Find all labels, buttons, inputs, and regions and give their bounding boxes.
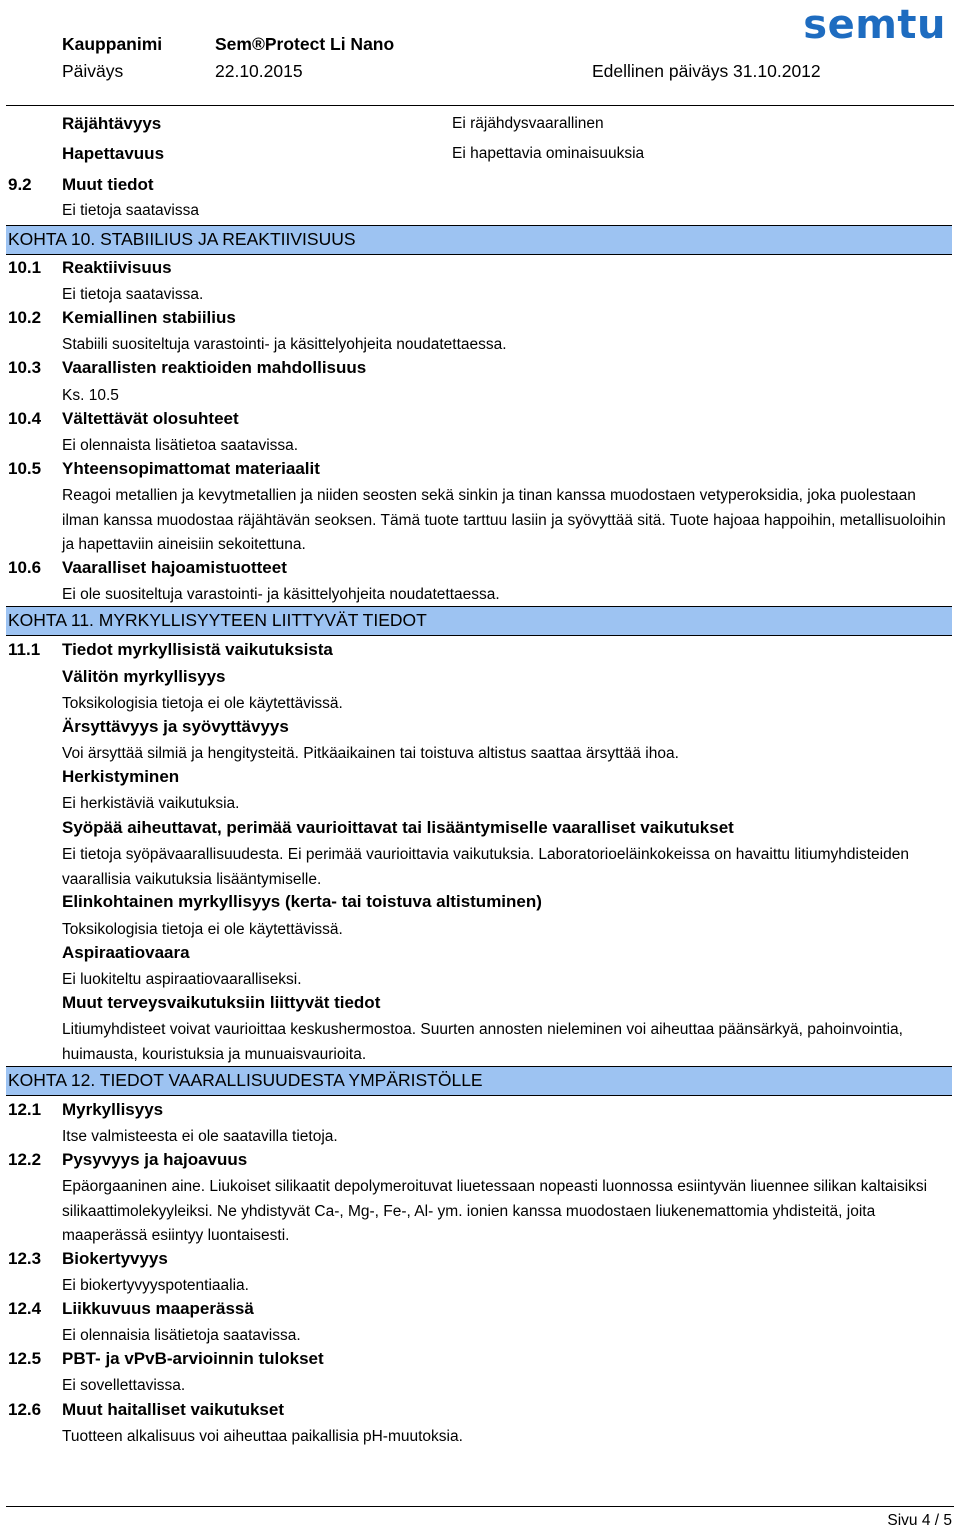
item-number: 11.1 — [8, 640, 41, 659]
item-title: Vältettävät olosuhteet — [62, 409, 239, 428]
header-divider — [6, 105, 954, 106]
subheading: Ärsyttävyys ja syövyttävyys — [62, 717, 289, 736]
section-9-2-text: Ei tietoja saatavissa — [62, 202, 199, 219]
previous-date: Edellinen päiväys 31.10.2012 — [592, 61, 821, 81]
item-number: 12.2 — [8, 1150, 42, 1169]
item-text: Ei sovellettavissa. — [62, 1377, 186, 1394]
section-9-2-number: 9.2 — [8, 175, 32, 194]
item-text: Ei ole suositeltuja varastointi- ja käsittelyohjeita noudatettaessa. — [62, 586, 500, 603]
item-title: Liikkuvuus maaperässä — [62, 1299, 254, 1318]
page-header — [0, 0, 960, 110]
item-text: Ei olennaisia lisätietoja saatavissa. — [62, 1327, 301, 1344]
footer-divider — [6, 1506, 954, 1507]
item-text: Tuotteen alkalisuus voi aiheuttaa paikallisia pH-muutoksia. — [62, 1428, 463, 1445]
item-title: Reaktiivisuus — [62, 258, 172, 277]
product-label: Kauppanimi — [62, 34, 163, 54]
section-12-heading: KOHTA 12. TIEDOT VAARALLISUUDESTA YMPÄRISTÖLLE — [8, 1070, 483, 1090]
section-9-2-title: Muut tiedot — [62, 175, 154, 194]
item-text: Stabiili suositeltuja varastointi- ja käsittelyohjeita noudatettaessa. — [62, 336, 507, 353]
item-number: 10.3 — [8, 358, 42, 377]
item-number: 12.4 — [8, 1299, 42, 1318]
item-number: 12.6 — [8, 1400, 42, 1419]
subheading-text: Ei luokiteltu aspiraatiovaaralliseksi. — [62, 971, 302, 988]
section-10-heading: KOHTA 10. STABIILIUS JA REAKTIIVISUUS — [8, 229, 356, 249]
item-text: Reagoi metallien ja kevytmetallien ja niiden seosten sekä sinkin ja tinan kanssa muodostaen vetyperoksidia, joka puolestaan ilman kanssa muodostaa räjähtävän seoksen. Tämä tuote tarttuu lasiin ja syövyttää sitä. Tuote hajoaa happoihin, metallisuoloihin ja hapettaviin aineisiin sekoitettuna. — [62, 487, 946, 553]
subheading: Aspiraatiovaara — [62, 943, 190, 962]
subheading: Muut terveysvaikutuksiin liittyvät tiedot — [62, 993, 381, 1012]
item-text: Ks. 10.5 — [62, 387, 119, 404]
semtu-logo: semtu — [803, 2, 946, 48]
subheading-text: Ei tietoja syöpävaarallisuudesta. Ei perimää vaurioittavia vaikutuksia. Laboratorioeläinkokeissa on havaittu litiumyhdisteiden vaarallisia vaikutuksia lisääntymiselle. — [62, 846, 909, 888]
item-title: Vaaralliset hajoamistuotteet — [62, 558, 287, 577]
section-12-heading-bar — [6, 1066, 952, 1096]
date-label: Päiväys — [62, 61, 124, 81]
item-number: 12.3 — [8, 1249, 42, 1268]
item-text: Ei biokertyvyyspotentiaalia. — [62, 1277, 249, 1294]
item-title: Tiedot myrkyllisistä vaikutuksista — [62, 640, 333, 659]
oxidizing-label: Hapettavuus — [62, 144, 165, 163]
item-title: Myrkyllisyys — [62, 1100, 164, 1119]
item-text: Ei olennaista lisätietoa saatavissa. — [62, 437, 299, 454]
item-number: 12.5 — [8, 1349, 42, 1368]
item-title: Biokertyvyys — [62, 1249, 168, 1268]
oxidizing-value: Ei hapettavia ominaisuuksia — [452, 145, 645, 162]
subheading-text: Ei herkistäviä vaikutuksia. — [62, 795, 240, 812]
subheading: Elinkohtainen myrkyllisyys (kerta- tai toistuva altistuminen) — [62, 892, 542, 911]
section-11-heading-bar — [6, 606, 952, 636]
item-title: PBT- ja vPvB-arvioinnin tulokset — [62, 1349, 324, 1368]
item-title: Yhteensopimattomat materiaalit — [62, 459, 320, 478]
item-number: 12.1 — [8, 1100, 42, 1119]
date-value: 22.10.2015 — [215, 61, 303, 81]
item-number: 10.6 — [8, 558, 42, 577]
subheading: Syöpää aiheuttavat, perimää vaurioittavat tai lisääntymiselle vaaralliset vaikutukset — [62, 818, 734, 837]
item-title: Pysyvyys ja hajoavuus — [62, 1150, 248, 1169]
item-number: 10.2 — [8, 308, 42, 327]
section-11-heading: KOHTA 11. MYRKYLLISYYTEEN LIITTYVÄT TIEDOT — [8, 610, 427, 630]
item-text: Epäorgaaninen aine. Liukoiset silikaatit depolymeroituvat liuetessaan nopeasti luonnossa esiintyvän liuennee silikan kaltaisiksi silikaattimolekyyleiksi. Ne yhdistyvät Ca-, Mg-, Fe-, Al- ym. ionien kanssa muodostaen liukenemattomia yhdisteitä, joita maaperässä esiintyy luontaisesti. — [62, 1178, 928, 1244]
item-title: Muut haitalliset vaikutukset — [62, 1400, 284, 1419]
page-number: Sivu 4 / 5 — [887, 1512, 952, 1529]
explosive-label: Räjähtävyys — [62, 114, 162, 133]
subheading-text: Litiumyhdisteet voivat vaurioittaa keskushermostoa. Suurten annosten nieleminen voi aiheuttaa päänsärkyä, pahoinvointia, huimausta, kouristuksia ja munuaisvaurioita. — [62, 1021, 903, 1063]
subheading: Herkistyminen — [62, 767, 180, 786]
item-number: 10.5 — [8, 459, 42, 478]
subheading-text: Toksikologisia tietoja ei ole käytettävissä. — [62, 921, 343, 938]
item-title: Kemiallinen stabiilius — [62, 308, 236, 327]
subheading: Välitön myrkyllisyys — [62, 667, 226, 686]
item-number: 10.4 — [8, 409, 42, 428]
item-text: Itse valmisteesta ei ole saatavilla tietoja. — [62, 1128, 338, 1145]
section-10-heading-bar — [6, 225, 952, 255]
explosive-value: Ei räjähdysvaarallinen — [452, 115, 604, 132]
product-name: Sem®Protect Li Nano — [215, 34, 395, 54]
subheading-text: Voi ärsyttää silmiä ja hengitysteitä. Pitkäaikainen tai toistuva altistus saattaa ärsyttää ihoa. — [62, 745, 679, 762]
item-text: Ei tietoja saatavissa. — [62, 286, 204, 303]
subheading-text: Toksikologisia tietoja ei ole käytettävissä. — [62, 695, 343, 712]
item-title: Vaarallisten reaktioiden mahdollisuus — [62, 358, 367, 377]
item-number: 10.1 — [8, 258, 42, 277]
